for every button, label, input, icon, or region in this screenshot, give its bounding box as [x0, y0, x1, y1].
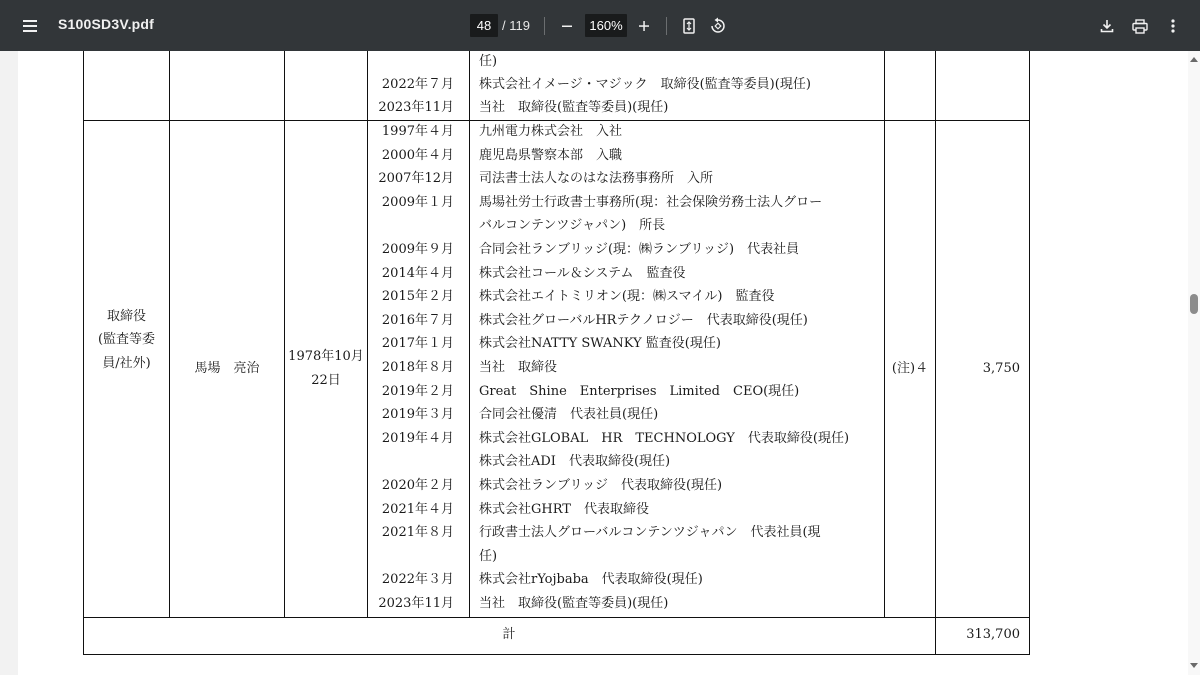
career-text: 株式会社グローバルHRテクノロジー 代表取締役(現任): [479, 312, 808, 328]
toolbar-divider: [544, 17, 545, 35]
career-text: 株式会社イメージ・マジック 取締役(監査等委員)(現任): [479, 77, 811, 92]
fit-page-icon[interactable]: [673, 10, 705, 42]
career-date: 2015年２月: [381, 289, 454, 305]
career-date: 2009年９月: [381, 242, 454, 257]
career-date: 2019年３月: [381, 407, 454, 423]
career-date: 2021年４月: [381, 501, 454, 517]
officer-birth: 22日: [311, 373, 341, 388]
download-icon[interactable]: [1091, 10, 1123, 42]
officer-position: 員/社外): [102, 356, 151, 371]
table-border: [83, 617, 1030, 618]
career-text: 合同会社優清 代表社員(現任): [479, 407, 659, 423]
career-date: 2023年11月: [378, 596, 454, 611]
career-text: 当社 取締役: [479, 360, 558, 375]
officer-term: (注)４: [891, 361, 929, 376]
career-text: 合同会社ランブリッジ(現：㈱ランブリッジ) 代表社員: [479, 242, 800, 257]
minus-icon[interactable]: [551, 10, 583, 42]
career-text: 九州電力株式会社 入社: [479, 124, 623, 139]
page-total: / 119: [502, 18, 530, 33]
scroll-down-arrow-icon[interactable]: [1190, 663, 1198, 668]
scroll-thumb[interactable]: [1190, 294, 1198, 314]
page-number-input[interactable]: 48: [470, 14, 498, 37]
career-text: 株式会社GLOBAL HR TECHNOLOGY 代表取締役(現任): [479, 430, 850, 446]
table-border: [83, 654, 1030, 655]
print-icon[interactable]: [1124, 10, 1156, 42]
career-date: 2022年３月: [381, 572, 454, 588]
career-date: 2000年４月: [381, 147, 454, 163]
career-date: 2007年12月: [378, 171, 454, 187]
viewer-margin: [0, 51, 18, 675]
menu-icon[interactable]: [14, 10, 46, 42]
career-text: 行政書士法人グローバルコンテンツジャパン 代表社員(現: [479, 525, 821, 541]
table-border: [935, 51, 936, 655]
table-border: [469, 51, 470, 617]
scroll-up-arrow-icon[interactable]: [1190, 57, 1198, 62]
career-text: 株式会社rYojbaba 代表取締役(現任): [479, 572, 703, 588]
career-text: 鹿児島県警察本部 入職: [479, 147, 623, 163]
career-text: 馬場社労士行政書士事務所(現：社会保険労務士法人グロー: [479, 194, 823, 210]
career-date: 2019年２月: [381, 383, 454, 399]
career-date: 2019年４月: [381, 430, 454, 446]
career-text: 任): [479, 54, 498, 69]
career-date: 2017年１月: [381, 336, 454, 352]
table-border: [1029, 51, 1030, 655]
career-text: 当社 取締役(監査等委員)(現任): [479, 596, 669, 611]
career-text: バルコンテンツジャパン) 所長: [479, 218, 666, 234]
total-shares: 313,700: [966, 627, 1020, 642]
career-date: 2020年２月: [381, 478, 454, 493]
career-date: 2018年８月: [381, 360, 454, 375]
career-date: 2022年７月: [381, 77, 454, 92]
pdf-toolbar: [0, 0, 1200, 51]
officer-position: (監査等委: [97, 332, 156, 347]
zoom-level-input[interactable]: 160%: [585, 14, 627, 37]
officer-shares: 3,750: [982, 361, 1020, 376]
career-text: Great Shine Enterprises Limited CEO(現任): [479, 383, 800, 399]
career-date: 2016年７月: [381, 312, 454, 328]
vertical-scrollbar[interactable]: [1188, 51, 1200, 675]
table-border: [284, 51, 285, 617]
table-border: [83, 51, 84, 655]
rotate-icon[interactable]: [702, 10, 734, 42]
career-date: 1997年４月: [381, 124, 454, 139]
career-text: 株式会社NATTY SWANKY 監査役(現任): [479, 336, 721, 352]
document-title: S100SD3V.pdf: [58, 16, 155, 32]
plus-icon[interactable]: [628, 10, 660, 42]
more-vert-icon[interactable]: [1157, 10, 1189, 42]
career-text: 株式会社ADI 代表取締役(現任): [479, 454, 671, 470]
pdf-viewer[interactable]: [0, 51, 1200, 675]
career-text: 株式会社ランブリッジ 代表取締役(現任): [479, 478, 723, 493]
officer-position: 取締役: [106, 309, 146, 324]
career-date: 2023年11月: [378, 100, 454, 115]
career-text: 株式会社エイトミリオン(現：㈱スマイル) 監査役: [479, 289, 775, 305]
career-text: 司法書士法人なのはな法務事務所 入所: [479, 171, 714, 187]
career-date: 2009年１月: [381, 194, 454, 210]
career-text: 任): [479, 548, 498, 564]
table-border: [884, 51, 885, 617]
officer-birth: 1978年10月: [288, 349, 364, 364]
toolbar-divider: [666, 17, 667, 35]
total-label: 計: [502, 627, 516, 642]
career-text: 株式会社コール＆システム 監査役: [479, 265, 686, 281]
table-border: [367, 51, 368, 617]
career-date: 2014年４月: [381, 265, 454, 281]
table-border: [83, 120, 1030, 121]
career-date: 2021年８月: [381, 525, 454, 541]
officer-name: 馬場 亮治: [194, 361, 260, 376]
table-border: [169, 51, 170, 617]
career-text: 当社 取締役(監査等委員)(現任): [479, 100, 669, 115]
career-text: 株式会社GHRT 代表取締役: [479, 501, 649, 517]
